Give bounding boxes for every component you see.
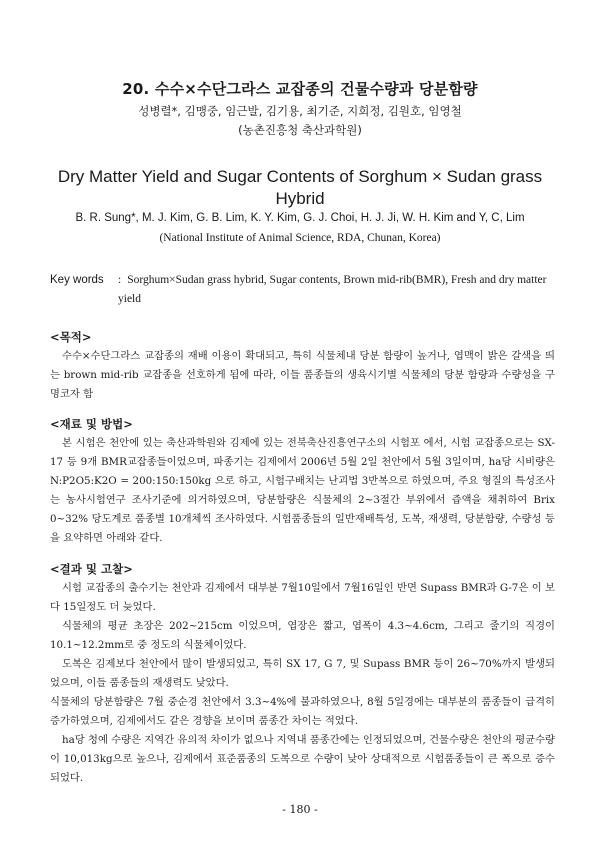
results-paragraph-1: 시험 교잡종의 출수기는 천안과 김제에서 대부분 7월10일에서 7월16일인 반면 Supass BMR과 G-7은 이 보다 15일정도 더 늦었다.: [50, 582, 555, 613]
keywords-text: Sorghum×Sudan grass hybrid, Sugar contents, Brown mid-rib(BMR), Fresh and dry matter yield: [118, 274, 547, 305]
keywords-colon: :: [118, 274, 122, 286]
methods-body: [50, 434, 555, 548]
korean-authors: 성병렬*, 김맹중, 임근발, 김기용, 최기준, 지희정, 김원호, 임영철: [138, 104, 462, 118]
results-paragraph-5: ha당 청예 수량은 지역간 유의적 차이가 없으나 지역내 품종간에는 인정되었으며, 건물수량은 천안의 평균수량이 10,013kg으로 높으나, 김제에서 표준품종의 도복으로 수량이 낮아 상대적으로 시험품종들이 큰 폭으로 증수 되었다.: [50, 734, 555, 784]
korean-affiliation: (농촌진흥청 축산과학원): [238, 123, 362, 137]
results-paragraph-4: 식물체의 당분함량은 7월 중순경 천안에서 3.3~4%에 불과하였으나, 8월 5일경에는 대부분의 품종들이 급격히 증가하였으며, 김제에서도 같은 경향을 보이며 품종간 차이는 적었다.: [50, 696, 555, 727]
methods-paragraph: 본 시험은 천안에 있는 축산과학원와 김제에 있는 전북축산진흥연구소의 시험포 에서, 시험 교잡종으로는 SX-17 등 9개 BMR교잡종들이었으며, 파종기는 김제에서 2006년 5월 2일 천안에서 5월 3일이며, ha당 시비량은 N:P2O5:K2O = 200:150:150kg 으로 하고, 시험구배치는 난괴법 3반복으로 하였으며, 주요 형질의 특성조사는 농사시험연구 조사기준에 의거하였으며, 당분함량은 식물체의 2~3절간 부위에서 즙액을 채취하여 Brix 0~32% 당도계로 품종별 10개체씩 조사하였다. 시험품종들의 일반재배특성, 도복, 재생력, 당분함량, 수량성 등을 요약하면 아래와 같다.: [50, 437, 555, 544]
keywords-text-wrap: [118, 271, 555, 309]
results-paragraph-3: 도복은 김제보다 천안에서 많이 발생되었고, 특히 SX 17, G 7, 및 Supass BMR 등이 26~70%까지 발생되었으며, 이들 품종들의 재생력도 낮았다.: [50, 658, 555, 689]
korean-title: 20. 수수×수단그라스 교잡종의 건물수량과 당분함량: [122, 80, 478, 98]
english-affiliation: (National Institute of Animal Science, RDA, Chunan, Korea): [159, 232, 441, 244]
keywords-block: [50, 271, 555, 309]
purpose-paragraph: 수수×수단그라스 교잡종의 재배 이용이 확대되고, 특히 식물체내 당분 함량이 높거나, 엽맥이 밝은 갈색을 띄는 brown mid-rib 교잡종을 선호하게 됨에 따라, 이들 품종들의 생육시기별 식물체의 당분 함량과 수량성을 구명코자 함: [50, 350, 555, 400]
english-authors: B. R. Sung*, M. J. Kim, G. B. Lim, K. Y. Kim, G. J. Choi, H. J. Ji, W. H. Kim and Y, C, Lim: [75, 212, 525, 224]
purpose-body: [50, 347, 555, 404]
english-title: Dry Matter Yield and Sugar Contents of Sorghum × Sudan grass Hybrid: [57, 167, 543, 208]
keywords-label: Key words: [50, 274, 104, 286]
methods-heading: <재료 및 방법>: [50, 417, 133, 431]
results-body: [50, 579, 555, 788]
purpose-heading: <목적>: [50, 330, 92, 344]
results-paragraph-2: 식물체의 평균 초장은 202~215cm 이었으며, 엽장은 짧고, 엽폭이 4.3~4.6cm, 그리고 줄기의 직경이 10.1~12.2mm로 중 정도의 식물체이었다.: [50, 620, 555, 651]
results-heading: <결과 및 고찰>: [50, 562, 133, 576]
page-number: - 180 -: [282, 803, 318, 816]
